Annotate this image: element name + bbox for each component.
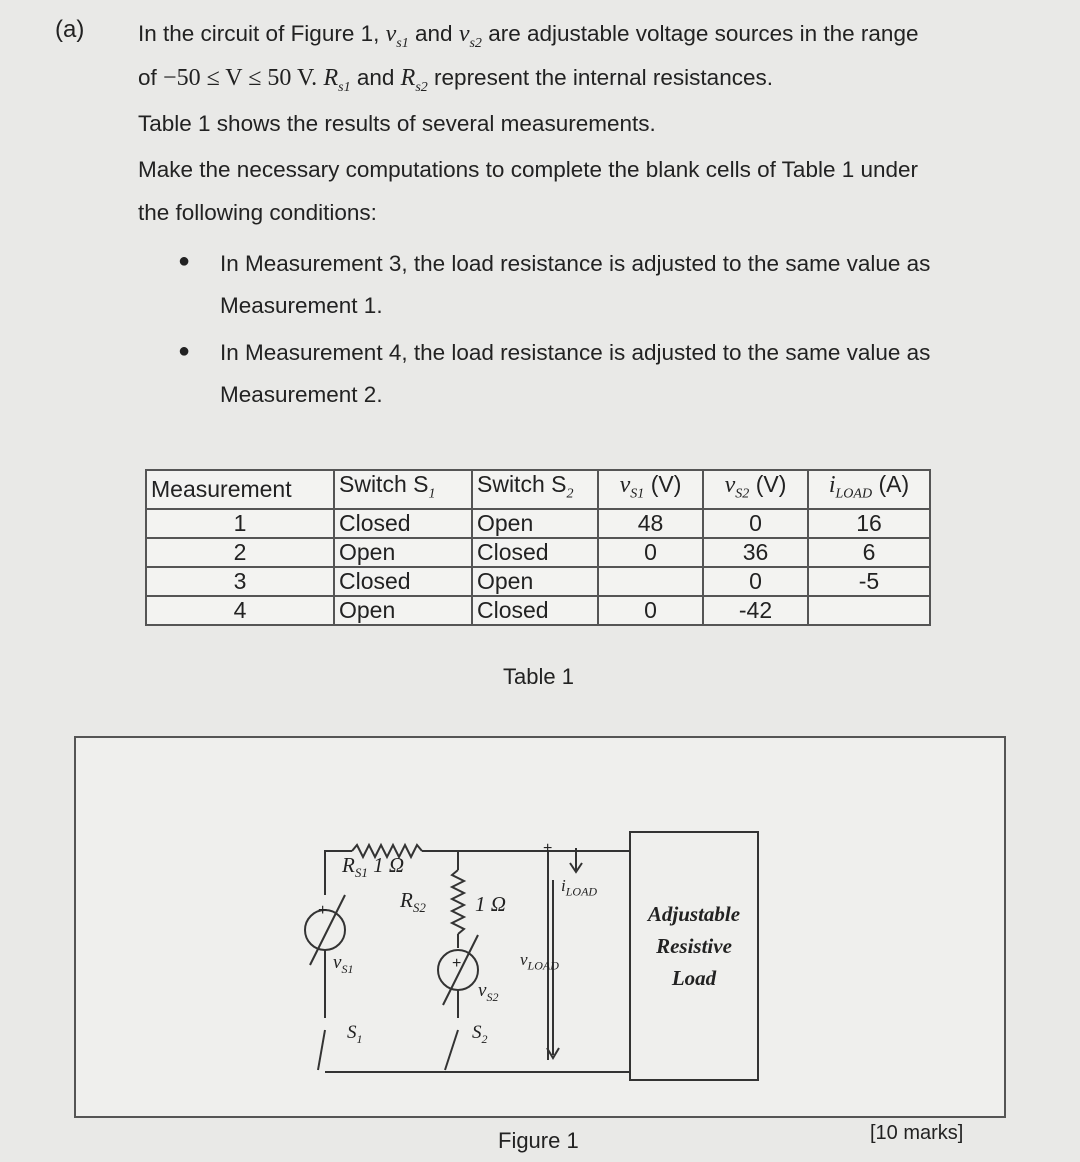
rs2-resistor [452,870,464,934]
load-label-line: Resistive [656,934,732,958]
s1-label: $S_1$ [347,1022,363,1046]
cell-vs1: 0 [598,596,703,625]
cell-switch1: Open [334,538,472,567]
text: represent the internal resistances. [434,65,773,90]
cell-vs2: 0 [703,509,808,538]
figure-caption: Figure 1 [498,1128,579,1153]
cell-measurement: 3 [146,567,334,596]
text: are adjustable voltage sources in the range [488,21,919,46]
wire [422,851,458,870]
vload-label: $v_{LOAD}$ [520,950,559,973]
cell-switch1: Closed [334,509,472,538]
vs2-symbol: $v_{s2}$ [458,21,482,51]
cell-measurement: 1 [146,509,334,538]
bullet-2-line-2: Measurement 2. [220,382,383,407]
vs1-symbol: $v_{s1}$ [385,21,409,51]
s2-label: $S_2$ [472,1022,488,1046]
iload-label: $i_{LOAD}$ [561,876,598,899]
text: and [356,65,395,90]
vs1-plus: + [318,902,328,919]
cell-vs1: 0 [598,538,703,567]
question-line-5: the following conditions: [138,200,377,225]
cell-vs1: 48 [598,509,703,538]
bullet-dot: ● [178,340,191,362]
cell-measurement: 2 [146,538,334,567]
bullet-dot: ● [178,250,191,272]
voltage-range: −50 ≤ V ≤ 50 V. [163,65,318,91]
header-switch1: Switch $S_1$ [334,470,472,509]
rs2-symbol: $R_{s2}$ [400,65,428,95]
header-iload: $i_{LOAD}$ (A) [808,470,930,509]
text: and [415,21,453,46]
vs1-label: $v_{S1}$ [333,952,354,976]
question-line-4: Make the necessary computations to complete the blank cells of Table 1 under [138,157,919,182]
header-measurement: Measurement [146,470,334,509]
vload-plus: + [543,840,553,857]
question-label: (a) [55,16,85,43]
question-line-3: Table 1 shows the results of several measurements. [138,111,656,136]
rs2-value: 1 Ω [475,892,506,916]
cell-iload: -5 [808,567,930,596]
cell-switch2: Closed [472,538,598,567]
cell-switch2: Open [472,567,598,596]
cell-vs2: 0 [703,567,808,596]
load-label-line: Load [671,966,717,990]
cell-iload: 16 [808,509,930,538]
vs2-plus: + [452,955,462,972]
rs1-symbol: $R_{s1}$ [323,65,351,95]
text: In the circuit of Figure 1, [138,21,380,46]
table-caption: Table 1 [503,664,574,689]
cell-switch2: Open [472,509,598,538]
header-switch2: Switch $S_2$ [472,470,598,509]
cell-iload: 6 [808,538,930,567]
rs2-label: $R_{S2}$ [400,888,426,916]
text: of [138,65,157,90]
vs2-label: $v_{S2}$ [478,980,499,1004]
s2-switch [445,1030,458,1070]
s1-switch [318,1030,325,1070]
bullet-2-line-1: In Measurement 4, the load resistance is adjusted to the same value as [220,340,931,365]
cell-switch1: Closed [334,567,472,596]
cell-measurement: 4 [146,596,334,625]
cell-vs2: -42 [703,596,808,625]
bullet-1-line-2: Measurement 1. [220,293,383,318]
rs1-label: $R_{S1}$ 1 Ω [342,853,405,881]
load-label-line: Adjustable [647,902,741,926]
bullet-1-line-1: In Measurement 3, the load resistance is adjusted to the same value as [220,251,931,276]
header-vs1: $v_{S1}$ (V) [598,470,703,509]
marks-label: [10 marks] [870,1122,964,1144]
cell-switch1: Open [334,596,472,625]
cell-switch2: Closed [472,596,598,625]
load-label [632,898,756,994]
cell-vs2: 36 [703,538,808,567]
header-vs2: $v_{S2}$ (V) [703,470,808,509]
